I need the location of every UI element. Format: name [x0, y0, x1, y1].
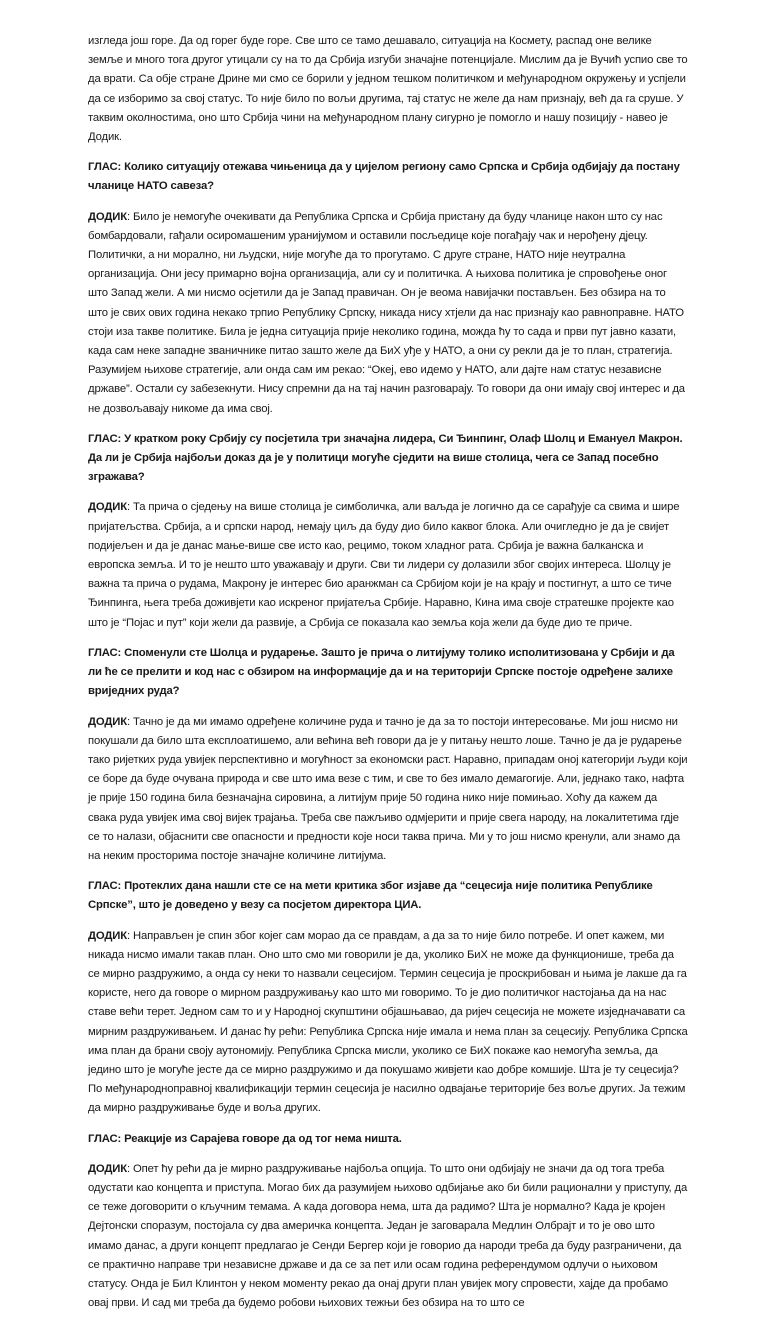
question-paragraph	[88, 158, 688, 196]
answer-text: : Тачно је да ми имамо одређене количине руда и тачно је да за то постоји интересовање. Ми још нисмо ни покушали да било шта експлоатишемо, али већина већ говори да је у питању нешто лоше. Тачно је да је рударење тако ријетких руда увијек перспективно и могућност за економски раст. Наравно, припадам оној категорији људи који се боре да буде очувана природа и све што има везе с тим, и све то без имало демагогије. Али, једнако тако, нафта је прије 150 година била безначајна сировина, а литијум прије 50 година нико није помињао. Хоћу да кажем да свака руда увијек има свој вијек трајања. Треба све пажљиво одмјерити и прије свега народу, на локалитетима гдје се то налази, објаснити све опасности и предности које носи таква прича. Ми у то још нисмо кренули, али знамо да на неким просторима постоје значајне количине литијума.	[88, 715, 688, 862]
answer-text: изгледа још горе. Да од горег буде горе. Све што се тамо дешавало, ситуација на Космету, распад оне велике земље и много тога другог утицали су на то да Србија изгуби значајне потенцијале. Мислим да је Вучић успио све то да врати. Са обје стране Дрине ми смо се борили у једном тешком политичком и међународном окружењу и успјели да се изборимо за свој статус. То није било по вољи другима, тај статус не желе да нам признају, већ да га сруше. У таквим околностима, оно што Србија чини на међународном плану сигурно је помогло и нашу позицију - навео је Додик.	[88, 35, 688, 144]
article-body	[88, 32, 688, 1324]
speaker-label: ДОДИК	[88, 1162, 127, 1175]
question-paragraph	[88, 644, 688, 702]
answer-text: : Направљен је спин због којег сам морао да се правдам, а да за то није било потребе. И опет кажем, ми никада нисмо имали такав план. Оно што смо ми говорили је да, уколико БиХ не може да функционише, треба да се мирно раздружимо, а онда су неки то назвали сецесијом. Термин сецесија је проскрибован и њима је лакше да га користе, него да говоре о мирном раздруживању као што ми говоримо. То је дио политичког настојања да на нас ставе већи терет. Једном сам то и у Народној скупштини објашњавао, да ријеч сецесија не можете изједначавати са мирним раздруживањем. И данас ћу рећи: Република Српска није имала и нема план за сецесију. Република Српска има план да брани своју аутономију. Република Српска мисли, уколико се БиХ покаже као немогућа земља, да једино што је могуће јесте да се мирно раздружимо и да покушамо живјети као добре комшије. Шта је ту сецесија? По међународноправној квалификацији термин сецесија је насилно одвајање територије без воље других. Ја тежим да мирно раздруживање буде и воља других.	[88, 929, 688, 1115]
question-paragraph	[88, 430, 688, 488]
answer-paragraph	[88, 713, 688, 867]
question-text: ГЛАС: Реакције из Сарајева говоре да од тог нема ништа.	[88, 1132, 402, 1145]
answer-paragraph	[88, 498, 688, 632]
speaker-label: ДОДИК	[88, 929, 127, 942]
question-text: ГЛАС: Споменули сте Шолца и рударење. Зашто је прича о литијуму толико исполитизована у Србији и да ли ће се прелити и код нас с обзиром на информације да и на територији Српске постоје одређене залихе вриједних руда?	[88, 646, 675, 698]
answer-text: : Та прича о сједењу на више столица је симболичка, али ваљда је логично да се сарађује са свима и шире пријатељства. Србија, а и српски народ, немају циљ да буду дио било каквог блока. Али очигледно је да је свијет подијељен и да је данас мање-више све исто као, рецимо, током хладног рата. Србија је важна балканска и европска земља. И то је нешто што уважавају и други. Сви ти лидери су долазили због својих интереса. Шолцу је важна та прича о рудама, Макрону је интерес био аранжман са Србијом који је на крају и постигнут, а што се тиче Ђинпинга, њега треба доживјети као искреног пријатеља Србије. Наравно, Кина има своје стратешке пројекте као што је “Појас и пут” који жели да развије, а Србија се показала као земља која жели да буде дио те приче.	[88, 501, 680, 629]
question-text: ГЛАС: Колико ситуацију отежава чињеница да у цијелом региону само Српска и Србија одбијају да постану чланице НАТО савеза?	[88, 161, 680, 193]
answer-text: : Било је немогуће очекивати да Република Српска и Србија пристану да буду чланице након што су нас бомбардовали, гађали осиромашеним уранијумом и оставили посљедице које погађају чак и нерођену дјецу. Политички, а ни морално, ни људски, није могуће да то прогутамо. С друге стране, НАТО није неутрална организација. Они јесу примарно војна организација, али су и политичка. А њихова политика је спровођење оног што Запад жели. А ми нисмо осјетили да је Запад правичан. Он је веома навијачки постављен. Без обзира на то што је свих ових година некако трпио Републику Српску, никада нису хтјели да нас признају као равноправне. НАТО стоји иза такве политике. Била је једна ситуација прије неколико година, можда ћу то сада и први пут јавно казати, када сам неке западне званичнике питао зашто желе да БиХ уђе у НАТО, а они су рекли да је то план, стратегија. Разумијем њихове стратегије, али онда сам им рекао: “Океј, ево идемо у НАТО, али дајте нам статус независне државе”. Остали су забезекнути. Нису спремни да на тај начин разговарају. То говори да они имају свој интерес и да не дозвољавају никоме да има свој.	[88, 210, 685, 415]
speaker-label: ДОДИК	[88, 715, 127, 728]
speaker-label: ДОДИК	[88, 501, 127, 514]
answer-paragraph-continued	[88, 32, 688, 147]
answer-text: : Опет ћу рећи да је мирно раздруживање најбоља опција. То што они одбијају не значи да од тога треба одустати као концепта и приступа. Могао бих да разумијем њихово одбијање ако би били рационални у приступу, да се теже договорити о кључним темама. А када договора нема, шта да радимо? Шта је нормално? Када је кројен Дејтонски споразум, постојала су два америчка концепта. Један је заговарала Медлин Олбрајт и то је ово што имамо данас, а други концепт предлагао је Сенди Бергер који је говорио да народи треба да буду разграничени, да се практично направе три независне државе и да се за пет или осам година референдумом одлучи о њиховом статусу. Онда је Бил Клинтон у неком моменту рекао да онај други план увијек могу спровести, хајде да пробамо овај први. И сад ми треба да будемо робови њихових тежњи без обзира на то што се	[88, 1162, 688, 1310]
question-text: ГЛАС: У кратком року Србију су посјетила три значајна лидера, Си Ђинпинг, Олаф Шолц и Емануел Макрон. Да ли је Србија најбољи доказ да је у политици могуће сједити на више столица, чега се Запад посебно згражава?	[88, 432, 683, 484]
answer-paragraph	[88, 208, 688, 419]
question-paragraph	[88, 1130, 688, 1149]
question-text: ГЛАС: Протеклих дана нашли сте се на мети критика због изјаве да “сецесија није политика Републике Српске”, што је доведено у везу са посјетом директора ЦИА.	[88, 880, 653, 912]
answer-paragraph	[88, 1160, 688, 1314]
question-paragraph	[88, 877, 688, 915]
answer-paragraph	[88, 927, 688, 1119]
speaker-label: ДОДИК	[88, 210, 127, 223]
